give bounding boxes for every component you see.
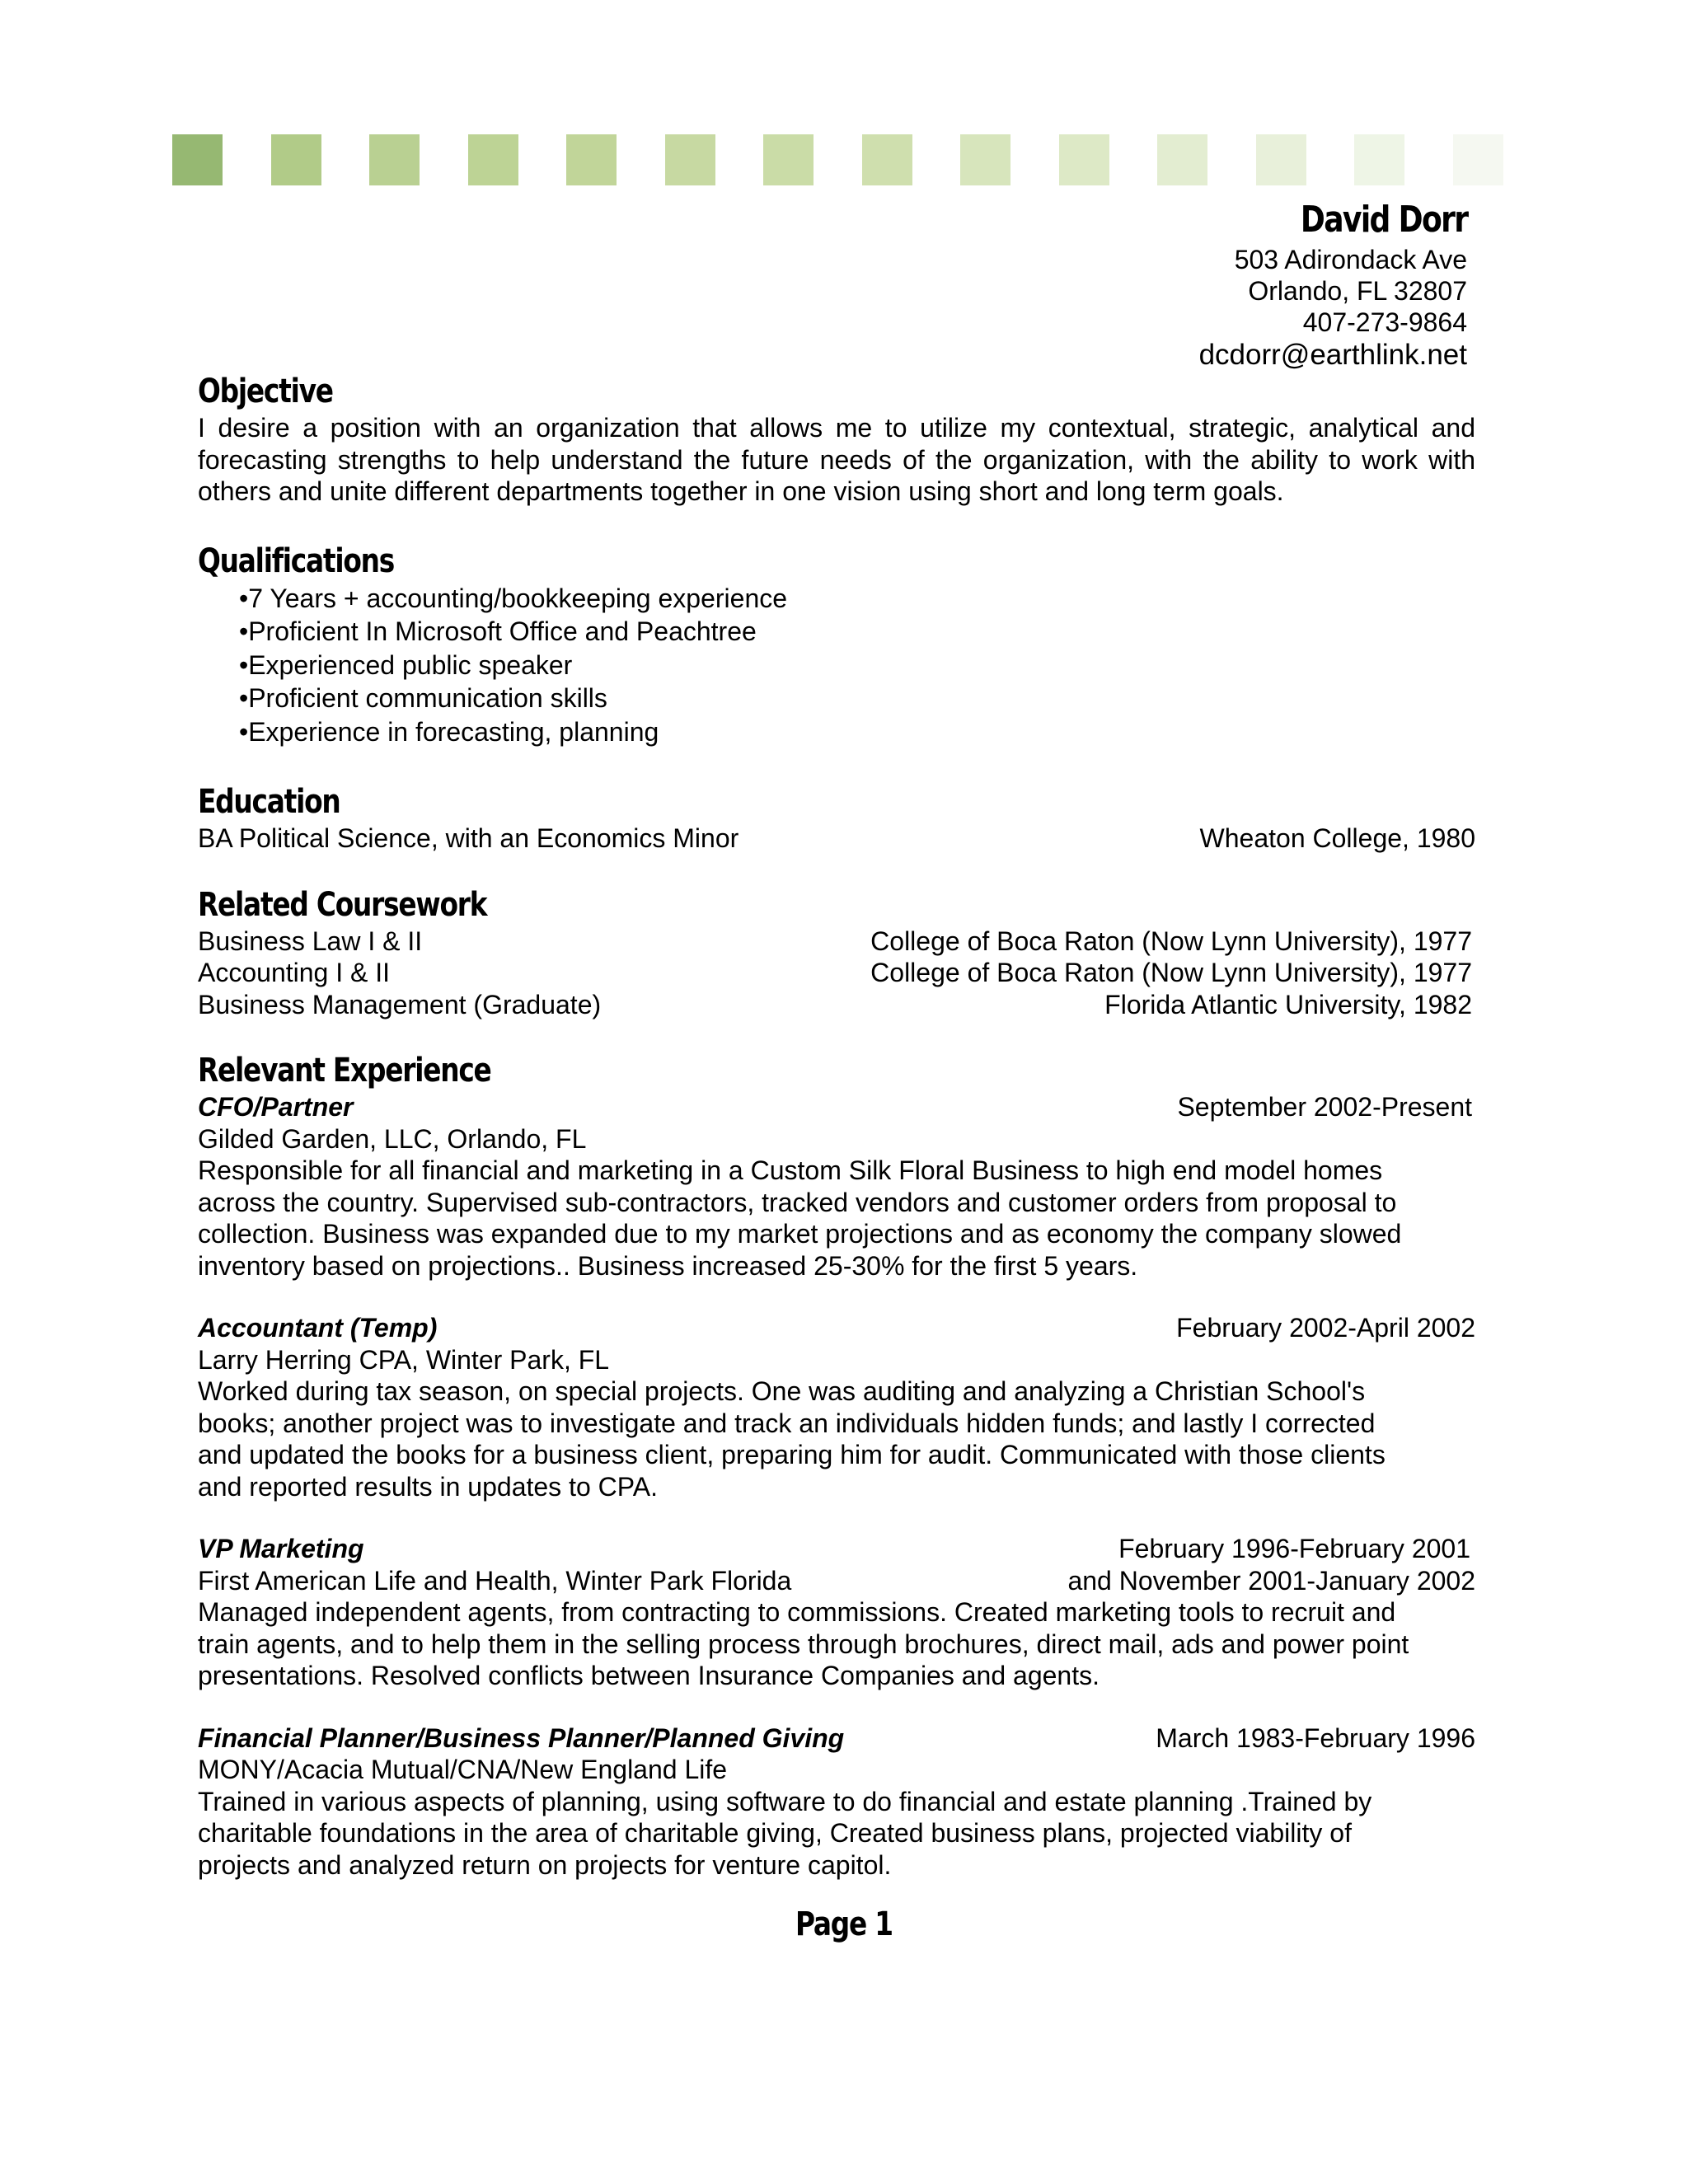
applicant-name: David Dorr <box>1300 199 1467 241</box>
section-title-qualifications: Qualifications <box>198 541 395 580</box>
city-state-zip: Orlando, FL 32807 <box>1248 276 1467 306</box>
list-item: •Experience in forecasting, planning <box>239 715 1475 749</box>
job-company: First American Life and Health, Winter Park Florida <box>198 1565 792 1596</box>
email-address[interactable]: dcdorr@earthlink.net <box>1198 339 1467 371</box>
coursework-row <box>198 957 1475 989</box>
job-company: Gilded Garden, LLC, Orlando, FL <box>198 1123 587 1154</box>
decorative-square <box>763 134 814 185</box>
job-description-line: books; another project was to investigate and track an individuals hidden funds; and lastly I corrected <box>198 1408 1376 1438</box>
page-number: Page 1 <box>795 1905 893 1943</box>
job-entry <box>198 1091 1475 1282</box>
bullet-icon: • <box>239 583 249 613</box>
job-description-line: collection. Business was expanded due to my market projections and as economy the company slowed <box>198 1219 1402 1249</box>
list-item: •Experienced public speaker <box>239 649 1475 682</box>
job-description-line: across the country. Supervised sub-contractors, tracked vendors and customer orders from proposal to <box>198 1187 1397 1217</box>
job-role: Accountant (Temp) <box>198 1313 438 1343</box>
decorative-square <box>1453 134 1503 185</box>
job-description-line: Worked during tax season, on special projects. One was auditing and analyzing a Christian School's <box>198 1376 1366 1406</box>
list-item: •7 Years + accounting/bookkeeping experience <box>239 582 1475 616</box>
job-company: Larry Herring CPA, Winter Park, FL <box>198 1344 610 1375</box>
objective-text: I desire a position with an organization that allows me to utilize my contextual, strategic, analytical and forecasting strengths to help understand the future needs of the organization, with the ability to work with others and unite different departments together in one vision using short and long term goals. <box>198 413 1475 506</box>
job-description-line: and reported results in updates to CPA. <box>198 1471 658 1502</box>
decorative-square <box>862 134 912 185</box>
degree: BA Political Science, with an Economics Minor <box>198 823 739 853</box>
job-description-line: projects and analyzed return on projects for venture capitol. <box>198 1849 892 1880</box>
job-description-line: charitable foundations in the area of charitable giving, Created business plans, projected viability of <box>198 1818 1352 1848</box>
section-title-objective: Objective <box>198 373 333 410</box>
course-school: Florida Atlantic University, 1982 <box>1104 989 1472 1019</box>
decorative-squares-bar <box>172 134 1524 185</box>
decorative-square <box>271 134 321 185</box>
bullet-icon: • <box>239 683 249 713</box>
course-name: Accounting I & II <box>198 958 391 987</box>
decorative-square <box>960 134 1010 185</box>
objective-section <box>198 371 1475 508</box>
job-entry <box>198 1312 1475 1502</box>
school: Wheaton College, 1980 <box>1199 823 1475 853</box>
decorative-square <box>468 134 518 185</box>
experience-section <box>198 1050 1475 1881</box>
job-description-line: inventory based on projections.. Business increased 25-30% for the first 5 years. <box>198 1250 1138 1281</box>
job-role: Financial Planner/Business Planner/Planned Giving <box>198 1722 845 1753</box>
bullet-icon: • <box>239 716 249 747</box>
job-description-line: Trained in various aspects of planning, using software to do financial and estate planning .Trained by <box>198 1786 1372 1816</box>
contact-block <box>1199 196 1467 373</box>
street-address: 503 Adirondack Ave <box>1234 245 1467 274</box>
coursework-row <box>198 926 1475 958</box>
qualifications-section <box>198 541 1475 749</box>
decorative-square <box>1157 134 1207 185</box>
section-title-coursework: Related Coursework <box>198 885 487 924</box>
resume-body <box>198 371 1475 1911</box>
job-description-line: Responsible for all financial and marketing in a Custom Silk Floral Business to high end model homes <box>198 1155 1383 1185</box>
job-dates: February 1996-February 2001 <box>1118 1534 1470 1563</box>
job-description-line: and updated the books for a business client, preparing him for audit. Communicated with those clients <box>198 1440 1386 1469</box>
bullet-icon: • <box>239 616 249 646</box>
job-dates-secondary: and November 2001-January 2002 <box>1067 1565 1475 1596</box>
bullet-icon: • <box>239 649 249 680</box>
decorative-square <box>172 134 223 185</box>
course-name: Business Management (Graduate) <box>198 989 602 1019</box>
decorative-square <box>566 134 617 185</box>
course-school: College of Boca Raton (Now Lynn University), 1977 <box>870 958 1472 987</box>
job-dates: February 2002-April 2002 <box>1176 1313 1475 1343</box>
decorative-square <box>1354 134 1404 185</box>
job-dates: September 2002-Present <box>1177 1092 1472 1122</box>
job-description-line: Managed independent agents, from contracting to commissions. Created marketing tools to recruit and <box>198 1597 1396 1627</box>
job-description-line: presentations. Resolved conflicts between Insurance Companies and agents. <box>198 1661 1100 1690</box>
decorative-square <box>665 134 715 185</box>
coursework-row <box>198 989 1475 1021</box>
list-item: •Proficient In Microsoft Office and Peachtree <box>239 615 1475 649</box>
job-company: MONY/Acacia Mutual/CNA/New England Life <box>198 1755 728 1784</box>
job-role: VP Marketing <box>198 1534 364 1563</box>
job-entry <box>198 1533 1475 1692</box>
course-school: College of Boca Raton (Now Lynn University), 1977 <box>870 926 1472 956</box>
section-title-education: Education <box>198 783 340 821</box>
section-title-experience: Relevant Experience <box>198 1052 491 1090</box>
decorative-square <box>1256 134 1306 185</box>
education-section <box>198 781 1475 855</box>
decorative-square <box>369 134 420 185</box>
decorative-square <box>1059 134 1109 185</box>
phone-number: 407-273-9864 <box>1302 307 1467 337</box>
course-name: Business Law I & II <box>198 926 423 956</box>
coursework-section <box>198 884 1475 1021</box>
job-description-line: train agents, and to help them in the selling process through brochures, direct mail, ads and power point <box>198 1629 1409 1659</box>
list-item: •Proficient communication skills <box>239 682 1475 715</box>
job-entry <box>198 1722 1475 1882</box>
education-row <box>198 823 1475 855</box>
job-role: CFO/Partner <box>198 1092 354 1122</box>
qualifications-list <box>198 582 1475 749</box>
job-dates: March 1983-February 1996 <box>1156 1722 1475 1753</box>
